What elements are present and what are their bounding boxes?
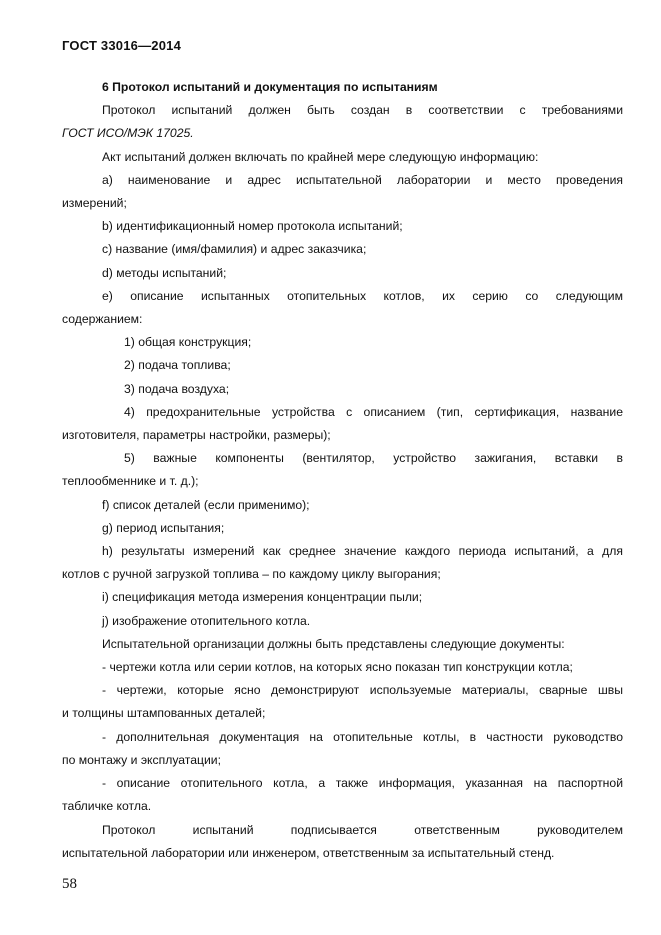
document-code: ГОСТ 33016—2014 (62, 38, 181, 53)
item-c: c) название (имя/фамилия) и адрес заказчика; (102, 242, 367, 257)
item-h-line-1: h) результаты измерений как среднее значение каждого периода испытаний, а для (102, 544, 623, 559)
item-e-line-2: содержанием: (62, 312, 143, 327)
sub-item-4-line-2: изготовителя, параметры настройки, размеры); (62, 428, 331, 443)
section-content (62, 76, 623, 865)
document-item-4-line-2: табличке котла. (62, 799, 152, 814)
item-f: f) список деталей (если применимо); (102, 497, 310, 512)
item-a-line-1: a) наименование и адрес испытательной лаборатории и место проведения (102, 172, 623, 187)
item-e-line-1: e) описание испытанных отопительных котлов, их серию со следующим (102, 288, 623, 303)
page-number: 58 (62, 876, 77, 892)
sub-item-4-line-1: 4) предохранительные устройства с описанием (тип, сертификация, название (124, 404, 623, 419)
act-intro: Акт испытаний должен включать по крайней мере следующую информацию: (102, 149, 539, 164)
sub-item-3: 3) подача воздуха; (124, 381, 230, 396)
sub-item-5-line-2: теплообменнике и т. д.); (62, 474, 199, 489)
document-item-3-line-1: - дополнительная документация на отопительные котлы, в частности руководство (102, 729, 623, 744)
item-g: g) период испытания; (102, 520, 225, 535)
item-i: i) спецификация метода измерения концентрации пыли; (102, 590, 423, 605)
signature-line-2: испытательной лаборатории или инженером, ответственным за испытательный стенд. (62, 845, 555, 860)
document-item-2-line-2: и толщины штампованных деталей; (62, 706, 266, 721)
standard-reference: ГОСТ ИСО/МЭК 17025. (62, 126, 194, 141)
document-item-1: - чертежи котла или серии котлов, на которых ясно показан тип конструкции котла; (102, 660, 573, 675)
document-item-4-line-1: - описание отопительного котла, а также информация, указанная на паспортной (102, 776, 623, 791)
item-j: j) изображение отопительного котла. (102, 613, 311, 628)
intro-line-1: Протокол испытаний должен быть создан в соответствии с требованиями (102, 103, 623, 118)
documents-intro: Испытательной организации должны быть представлены следующие документы: (102, 636, 565, 651)
section-heading: 6 Протокол испытаний и документация по испытаниям (102, 80, 438, 94)
item-h-line-2: котлов с ручной загрузкой топлива – по каждому циклу выгорания; (62, 567, 441, 582)
item-b: b) идентификационный номер протокола испытаний; (102, 219, 403, 234)
signature-line-1: Протокол испытаний подписывается ответственным руководителем (102, 822, 623, 837)
item-a-line-2: измерений; (62, 196, 127, 211)
document-item-3-line-2: по монтажу и эксплуатации; (62, 752, 222, 767)
sub-item-5-line-1: 5) важные компоненты (вентилятор, устройство зажигания, вставки в (124, 451, 623, 466)
document-item-2-line-1: - чертежи, которые ясно демонстрируют используемые материалы, сварные швы (102, 683, 623, 698)
item-d: d) методы испытаний; (102, 265, 227, 280)
sub-item-2: 2) подача топлива; (124, 358, 231, 373)
sub-item-1: 1) общая конструкция; (124, 335, 252, 350)
